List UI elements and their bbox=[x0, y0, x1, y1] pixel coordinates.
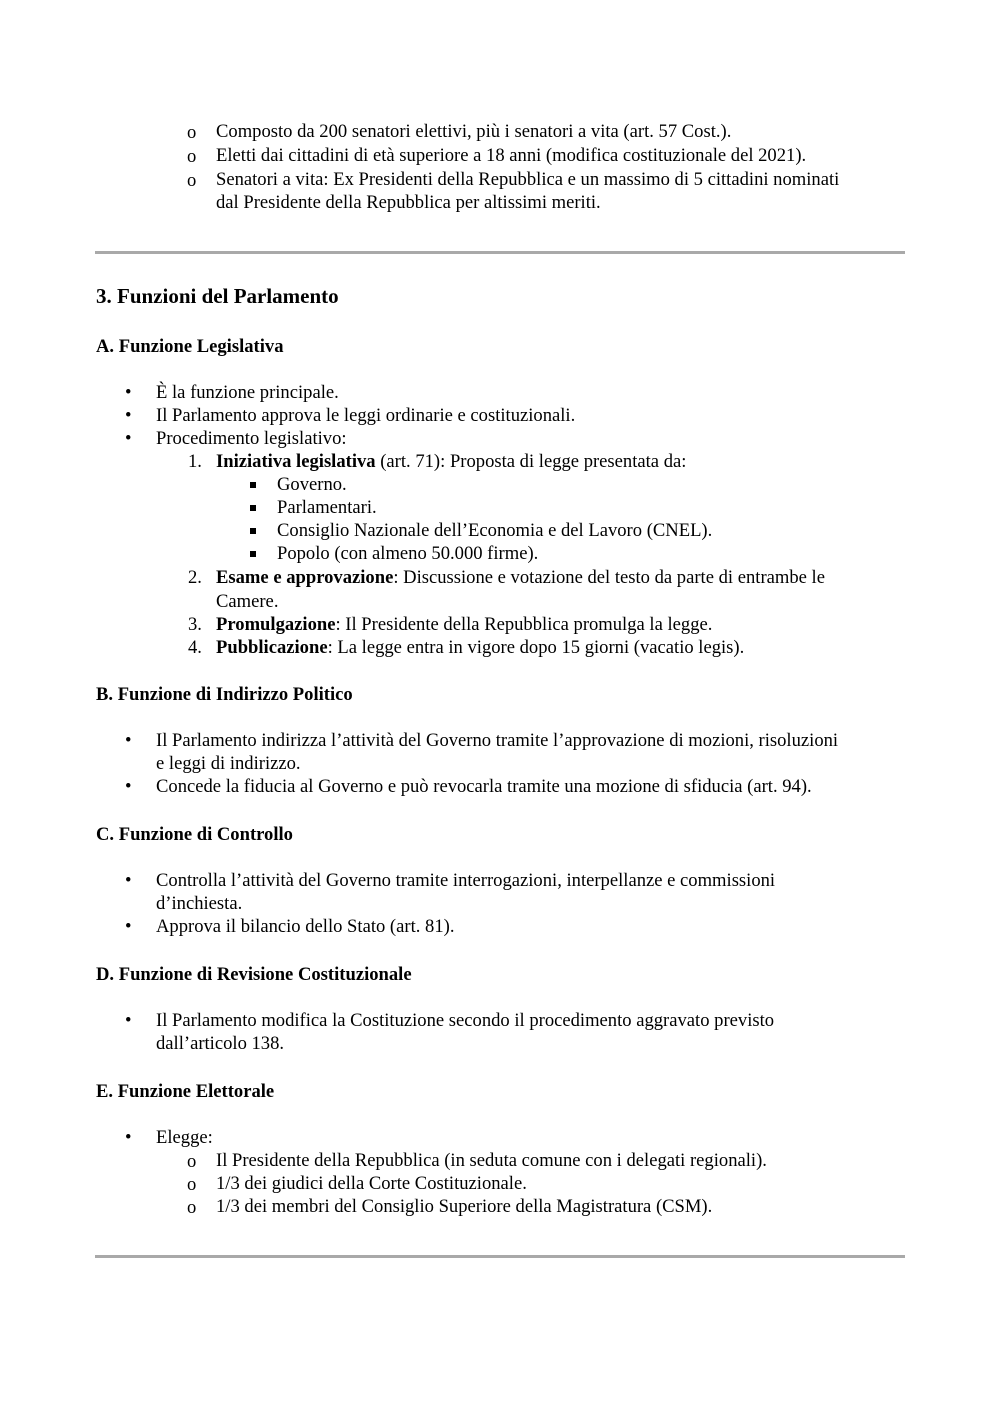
step-term: Esame e approvazione bbox=[216, 567, 394, 588]
list-item: Il Parlamento approva le leggi ordinarie e costituzionali. bbox=[156, 405, 576, 426]
bullet: • bbox=[125, 870, 132, 891]
step-text-continuation: Camere. bbox=[216, 591, 279, 612]
bullet: • bbox=[125, 1010, 132, 1031]
list-item: Senatori a vita: Ex Presidenti della Repubblica e un massimo di 5 cittadini nominati bbox=[216, 169, 840, 190]
list-item: Elegge: bbox=[156, 1127, 213, 1148]
step-text bbox=[216, 566, 825, 589]
list-item: Composto da 200 senatori elettivi, più i senatori a vita (art. 57 Cost.). bbox=[216, 121, 732, 142]
section-title: 3. Funzioni del Parlamento bbox=[96, 284, 339, 308]
list-marker: o bbox=[187, 1151, 197, 1172]
bullet: • bbox=[125, 916, 132, 937]
list-item-continuation: dal Presidente della Repubblica per altissimi meriti. bbox=[216, 192, 601, 213]
bullet: • bbox=[125, 382, 132, 403]
step-description: : Discussione e votazione del testo da parte di entrambe le bbox=[393, 567, 825, 588]
list-item: Il Parlamento modifica la Costituzione secondo il procedimento aggravato previsto bbox=[156, 1010, 775, 1031]
list-item: Consiglio Nazionale dell’Economia e del Lavoro (CNEL). bbox=[277, 520, 713, 541]
bullet: • bbox=[125, 405, 132, 426]
step-description: : La legge entra in vigore dopo 15 giorni (vacatio legis). bbox=[327, 637, 745, 658]
subsection-heading: C. Funzione di Controllo bbox=[96, 824, 293, 845]
bullet: • bbox=[125, 1127, 132, 1148]
list-item: 1/3 dei giudici della Corte Costituzionale. bbox=[216, 1173, 527, 1194]
step-number: 1. bbox=[188, 451, 202, 472]
step-term: Promulgazione bbox=[216, 614, 336, 635]
list-item: Eletti dai cittadini di età superiore a 18 anni (modifica costituzionale del 2021). bbox=[216, 145, 807, 166]
step-text bbox=[216, 613, 712, 636]
list-item: Procedimento legislativo: bbox=[156, 428, 347, 449]
list-marker: o bbox=[187, 1197, 197, 1218]
list-item-continuation: d’inchiesta. bbox=[156, 893, 243, 914]
list-item: Il Parlamento indirizza l’attività del Governo tramite l’approvazione di mozioni, risoluzioni bbox=[156, 730, 839, 751]
list-item: Popolo (con almeno 50.000 firme). bbox=[277, 543, 539, 564]
list-item: Il Presidente della Repubblica (in seduta comune con i delegati regionali). bbox=[216, 1150, 767, 1171]
horizontal-rule bbox=[95, 1255, 905, 1258]
horizontal-rule bbox=[95, 251, 905, 254]
list-item: Concede la fiducia al Governo e può revocarla tramite una mozione di sfiducia (art. 94). bbox=[156, 776, 812, 797]
list-marker: o bbox=[187, 146, 197, 167]
list-item: Governo. bbox=[277, 474, 347, 495]
step-term: Pubblicazione bbox=[216, 637, 328, 658]
list-marker: o bbox=[187, 122, 197, 143]
subsection-heading: B. Funzione di Indirizzo Politico bbox=[96, 684, 353, 705]
step-number: 4. bbox=[188, 637, 202, 658]
bullet: • bbox=[125, 730, 132, 751]
step-description: (art. 71): Proposta di legge presentata da: bbox=[375, 451, 687, 472]
step-description: : Il Presidente della Repubblica promulga la legge. bbox=[335, 614, 713, 635]
step-text bbox=[216, 450, 686, 473]
bullet: • bbox=[125, 776, 132, 797]
list-marker: o bbox=[187, 1174, 197, 1195]
square-bullet bbox=[250, 528, 256, 534]
step-text bbox=[216, 636, 744, 659]
step-number: 2. bbox=[188, 567, 202, 588]
square-bullet bbox=[250, 482, 256, 488]
list-item: È la funzione principale. bbox=[156, 382, 339, 403]
list-item: Approva il bilancio dello Stato (art. 81). bbox=[156, 916, 455, 937]
step-number: 3. bbox=[188, 614, 202, 635]
square-bullet bbox=[250, 551, 256, 557]
list-item: Parlamentari. bbox=[277, 497, 377, 518]
list-marker: o bbox=[187, 170, 197, 191]
list-item-continuation: dall’articolo 138. bbox=[156, 1033, 285, 1054]
list-item: 1/3 dei membri del Consiglio Superiore della Magistratura (CSM). bbox=[216, 1196, 713, 1217]
list-item-continuation: e leggi di indirizzo. bbox=[156, 753, 301, 774]
square-bullet bbox=[250, 505, 256, 511]
step-term: Iniziativa legislativa bbox=[216, 451, 376, 472]
subsection-heading: A. Funzione Legislativa bbox=[96, 336, 284, 357]
bullet: • bbox=[125, 428, 132, 449]
subsection-heading: E. Funzione Elettorale bbox=[96, 1081, 275, 1102]
list-item: Controlla l’attività del Governo tramite interrogazioni, interpellanze e commissioni bbox=[156, 870, 776, 891]
subsection-heading: D. Funzione di Revisione Costituzionale bbox=[96, 964, 412, 985]
